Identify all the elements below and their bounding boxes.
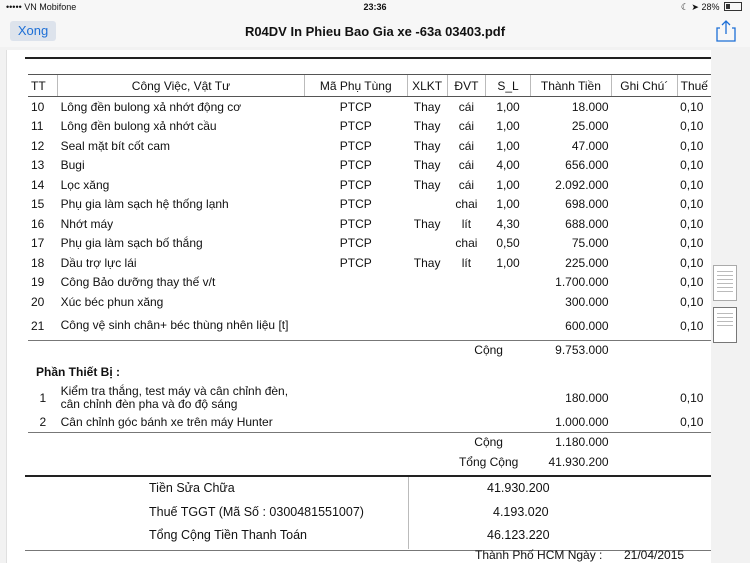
row-amount: 25.000: [571, 119, 609, 134]
table-row: [28, 214, 711, 234]
row-number: 20: [31, 294, 45, 309]
row-number: 21: [31, 318, 45, 333]
grand-total-row: [28, 452, 711, 472]
share-icon[interactable]: [716, 20, 736, 42]
row-quantity: [486, 292, 530, 312]
row-part-code: PTCP: [339, 255, 372, 270]
row-number: 15: [31, 197, 45, 212]
row-amount: 225.000: [565, 255, 609, 270]
row-unit: [447, 273, 486, 293]
row-number: 2: [39, 414, 47, 429]
table-row: [28, 253, 711, 273]
row-number: 14: [31, 177, 45, 192]
clock: 23:36: [363, 2, 387, 12]
header-dvt: ĐVT: [447, 75, 486, 97]
row-number: 13: [31, 158, 45, 173]
row-number: 19: [31, 275, 45, 290]
row-unit: cái: [458, 177, 475, 192]
header-ma-phu-tung: Mã Phụ Tùng: [304, 75, 407, 97]
row-unit: chai: [455, 197, 478, 212]
row-note: [612, 384, 678, 412]
footer-date: 21/04/2015: [624, 548, 685, 562]
row-unit: chai: [455, 236, 478, 251]
row-part-code: PTCP: [339, 216, 372, 231]
subtotal2-label: Cộng: [447, 432, 530, 452]
footer-place: Thành Phố HCM Ngày :: [475, 548, 603, 562]
grand-total-value: 41.930.200: [548, 454, 609, 469]
location-icon: ➤: [691, 2, 699, 12]
table-body: [28, 97, 711, 341]
summary-block: [25, 477, 711, 549]
subtotal-label: Cộng: [447, 340, 530, 360]
row-note: [612, 312, 678, 341]
row-description: Seal mặt bít cốt cam: [60, 138, 170, 153]
subtotal2-value: 1.180.000: [530, 432, 611, 452]
row-part-code: PTCP: [339, 177, 372, 192]
table-row: [28, 234, 711, 254]
row-empty: [304, 412, 407, 432]
row-part-code: [304, 312, 407, 341]
row-description: Công vệ sinh chân+ béc thùng nhên liệu [t]: [60, 318, 289, 332]
table-row: [28, 292, 711, 312]
row-tax: 0,10: [680, 275, 704, 290]
repair-cost-value: 41.930.200: [487, 481, 550, 495]
row-empty: [447, 412, 486, 432]
table-row: [28, 136, 711, 156]
table-row: [28, 156, 711, 176]
battery-percent: 28%: [701, 2, 720, 12]
row-quantity: 4,30: [496, 216, 520, 231]
equipment-body: [28, 384, 711, 432]
row-description: Bugi: [60, 158, 85, 173]
row-description: Kiểm tra thắng, test máy và cân chỉnh đèn, cân chỉnh đèn pha và đo độ sáng: [60, 384, 289, 411]
row-tax: 0,10: [680, 294, 704, 309]
header-thanh-tien: Thành Tiền: [530, 75, 611, 97]
row-note: [612, 195, 678, 215]
row-amount: 18.000: [571, 99, 609, 114]
row-unit: [447, 292, 486, 312]
row-description: Lông đền bulong xả nhớt cầu: [60, 119, 217, 134]
grand-total-label: Tổng Cộng: [458, 454, 519, 469]
row-tax: 0,10: [680, 99, 704, 114]
row-part-code: PTCP: [339, 99, 372, 114]
row-xlkt: [407, 234, 447, 254]
row-unit: cái: [458, 158, 475, 173]
row-part-code: PTCP: [339, 158, 372, 173]
row-description: Phụ gia làm sạch bố thắng: [60, 236, 203, 251]
row-unit: lít: [461, 255, 472, 270]
thumbnail-page-2[interactable]: [713, 307, 737, 343]
moon-icon: ☾: [680, 2, 689, 12]
row-note: [612, 253, 678, 273]
row-number: 11: [31, 119, 44, 134]
row-quantity: 1,00: [496, 119, 520, 134]
subtotal2-row: [28, 432, 711, 452]
row-quantity: 1,00: [496, 177, 520, 192]
row-quantity: [486, 273, 530, 293]
done-button[interactable]: Xong: [10, 21, 56, 41]
row-part-code: PTCP: [339, 197, 372, 212]
row-note: [612, 292, 678, 312]
subtotal-row: [28, 340, 711, 360]
row-tax: 0,10: [680, 414, 704, 429]
row-xlkt: Thay: [413, 138, 441, 153]
row-amount: 47.000: [571, 138, 609, 153]
row-tax: 0,10: [680, 197, 704, 212]
row-amount: 688.000: [565, 216, 609, 231]
table-row: [28, 175, 711, 195]
header-cong-viec: Công Việc, Vật Tư: [58, 75, 305, 97]
quote-table: [28, 74, 711, 472]
row-xlkt: [407, 292, 447, 312]
row-part-code: PTCP: [339, 138, 372, 153]
header-tt: TT: [28, 75, 58, 97]
row-tax: 0,10: [680, 119, 704, 134]
row-number: 12: [31, 138, 45, 153]
row-empty: [486, 384, 530, 412]
row-description: Xúc béc phun xăng: [60, 294, 164, 309]
row-tax: 0,10: [680, 216, 704, 231]
row-xlkt: Thay: [413, 255, 441, 270]
carrier-label: ••••• VN Mobifone: [6, 2, 77, 12]
row-part-code: PTCP: [339, 236, 372, 251]
row-unit: [447, 312, 486, 341]
row-description: Lọc xăng: [60, 177, 110, 192]
row-xlkt: Thay: [413, 177, 441, 192]
row-xlkt: [407, 195, 447, 215]
row-unit: cái: [458, 99, 475, 114]
row-number: 1: [39, 391, 47, 405]
row-description: Nhớt máy: [60, 216, 114, 231]
row-note: [612, 273, 678, 293]
total-payment-label: Tổng Cộng Tiền Thanh Toán: [149, 528, 307, 542]
row-tax: 0,10: [680, 236, 704, 251]
row-amount: 600.000: [565, 318, 609, 333]
row-number: 17: [31, 236, 45, 251]
row-note: [612, 117, 678, 137]
row-tax: 0,10: [680, 138, 704, 153]
document-title: R04DV In Phieu Bao Gia xe -63a 03403.pdf: [244, 24, 506, 39]
row-quantity: 1,00: [496, 138, 520, 153]
table-row: [28, 273, 711, 293]
repair-cost-label: Tiền Sửa Chữa: [149, 481, 235, 495]
row-note: [612, 136, 678, 156]
row-note: [612, 214, 678, 234]
page-rule: [25, 57, 711, 59]
row-tax: 0,10: [680, 391, 704, 405]
table-row: [28, 412, 711, 432]
pdf-page: [6, 50, 711, 563]
row-xlkt: Thay: [413, 158, 441, 173]
summary-divider: [408, 477, 409, 549]
row-note: [612, 234, 678, 254]
row-unit: cái: [458, 119, 475, 134]
row-amount: 75.000: [571, 236, 609, 251]
row-quantity: 1,00: [496, 197, 520, 212]
row-empty: [486, 412, 530, 432]
row-quantity: 0,50: [496, 236, 520, 251]
table-row: [28, 117, 711, 137]
row-number: 16: [31, 216, 45, 231]
total-payment-value: 46.123.220: [487, 528, 550, 542]
table-header: [28, 75, 711, 97]
page-thumbnails[interactable]: [713, 265, 739, 345]
row-part-code: PTCP: [339, 119, 372, 134]
row-xlkt: [407, 273, 447, 293]
row-description: Công Bảo dưỡng thay thế v/t: [60, 275, 216, 290]
nav-bar: [0, 16, 750, 48]
battery-icon: [724, 2, 742, 11]
row-note: [612, 156, 678, 176]
summary-bottom-rule: [25, 550, 711, 551]
header-xlkt: XLKT: [407, 75, 447, 97]
row-description: Dầu trợ lực lái: [60, 255, 137, 270]
row-amount: 300.000: [565, 294, 609, 309]
row-amount: 2.092.000: [555, 177, 609, 192]
vat-value: 4.193.020: [493, 505, 549, 519]
row-tax: 0,10: [680, 177, 704, 192]
row-unit: cái: [458, 138, 475, 153]
row-amount: 698.000: [565, 197, 609, 212]
row-note: [612, 175, 678, 195]
row-empty: [407, 412, 447, 432]
table-row: [28, 97, 711, 117]
header-ghi-chu: Ghi Chú´: [612, 75, 678, 97]
row-number: 10: [31, 99, 45, 114]
row-description: Cân chỉnh góc bánh xe trên máy Hunter: [60, 414, 273, 429]
status-bar: [0, 0, 750, 16]
vat-label: Thuế TGGT (Mã Số : 0300481551007): [149, 505, 364, 519]
table-row: [28, 312, 711, 341]
row-part-code: [304, 292, 407, 312]
row-unit: lít: [461, 216, 472, 231]
row-description: Lông đền bulong xả nhớt động cơ: [60, 99, 242, 114]
row-xlkt: [407, 312, 447, 341]
row-tax: 0,10: [680, 255, 704, 270]
row-amount: 656.000: [565, 158, 609, 173]
header-sl: S_L: [486, 75, 530, 97]
row-quantity: 4,00: [496, 158, 520, 173]
row-empty: [304, 384, 407, 412]
thumbnail-page-1[interactable]: [713, 265, 737, 301]
row-note: [612, 97, 678, 117]
row-description: Phụ gia làm sạch hệ thống lạnh: [60, 197, 229, 212]
row-amount: 1.700.000: [555, 275, 609, 290]
section-row: [28, 360, 711, 384]
subtotal-value: 9.753.000: [530, 340, 611, 360]
row-quantity: 1,00: [496, 255, 520, 270]
table-row: [28, 195, 711, 215]
row-tax: 0,10: [680, 158, 704, 173]
row-amount: 180.000: [565, 391, 609, 405]
row-tax: 0,10: [680, 318, 704, 333]
row-xlkt: Thay: [413, 119, 441, 134]
row-empty: [407, 384, 447, 412]
row-xlkt: Thay: [413, 216, 441, 231]
row-quantity: [486, 312, 530, 341]
row-empty: [447, 384, 486, 412]
row-part-code: [304, 273, 407, 293]
table-row: [28, 384, 711, 412]
section-title: Phần Thiết Bị :: [36, 365, 120, 379]
row-amount: 1.000.000: [555, 414, 609, 429]
header-thue: Thuế: [677, 75, 711, 97]
row-xlkt: Thay: [413, 99, 441, 114]
row-note: [612, 412, 678, 432]
battery-indicator: [681, 2, 742, 13]
row-number: 18: [31, 255, 45, 270]
row-quantity: 1,00: [496, 99, 520, 114]
